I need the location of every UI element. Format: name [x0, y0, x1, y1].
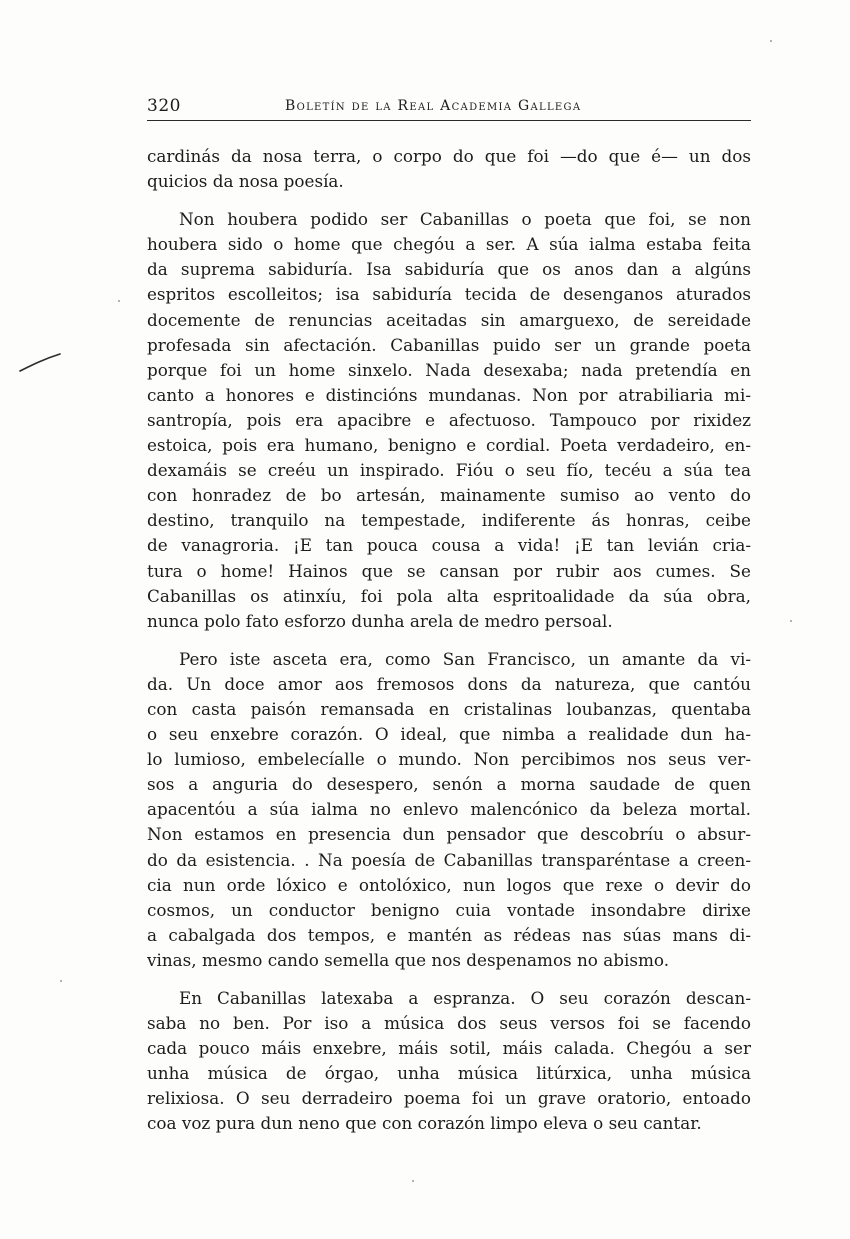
- text-line: canto a honores e distincións mundanas. Non por atrabiliaria mi-: [147, 384, 751, 405]
- text-line: lo lumioso, embelecíalle o mundo. Non percibimos nos seus ver-: [147, 749, 751, 770]
- text-line: En Cabanillas latexaba a espranza. O seu corazón descan-: [179, 988, 751, 1008]
- paragraph: [147, 207, 751, 634]
- text-line: docemente de renuncias aceitadas sin amarguexo, de sereidade: [147, 309, 751, 330]
- text-line: Cabanillas os atinxíu, foi pola alta espritoalidade da súa obra,: [147, 585, 751, 606]
- text-line: houbera sido o home que chegóu a ser. A súa ialma estaba feita: [147, 234, 751, 255]
- header-rule: [147, 120, 751, 121]
- text-line: espritos escolleitos; isa sabiduría tecida de desenganos aturados: [147, 284, 751, 305]
- text-line: relixiosa. O seu derradeiro poema foi un grave oratorio, entoado: [147, 1088, 751, 1109]
- text-line: santropía, pois era apacibre e afectuoso. Tampouco por rixidez: [147, 409, 751, 430]
- paper-speck: [60, 980, 62, 982]
- text-line: quicios da nosa poesía.: [147, 171, 344, 192]
- text-line: de vanagroria. ¡E tan pouca cousa a vida! ¡E tan levián cria-: [147, 535, 751, 556]
- text-line: sos a anguria do desespero, senón a morna saudade de quen: [147, 774, 751, 795]
- text-line: estoica, pois era humano, benigno e cordial. Poeta verdadeiro, en-: [147, 435, 751, 456]
- paragraph: [147, 986, 751, 1137]
- text-line: profesada sin afectación. Cabanillas puido ser un grande poeta: [147, 334, 751, 355]
- paper-speck: [790, 620, 792, 622]
- paragraph: [147, 647, 751, 973]
- text-line: do da esistencia. . Na poesía de Cabanillas transparéntase a creen-: [147, 849, 751, 870]
- body-text: [147, 144, 751, 1137]
- text-line: unha música de órgao, unha música litúrxica, unha música: [147, 1063, 751, 1084]
- text-line: nunca polo fato esforzo dunha arela de medro persoal.: [147, 610, 613, 631]
- paper-speck: [412, 1180, 414, 1182]
- paragraph-gap: [147, 194, 751, 207]
- text-line: Non estamos en presencia dun pensador que descobríu o absur-: [147, 824, 751, 845]
- text-line: Non houbera podido ser Cabanillas o poeta que foi, se non: [179, 209, 751, 230]
- text-line: cardinás da nosa terra, o corpo do que foi —do que é— un dos: [147, 146, 751, 166]
- text-line: a cabalgada dos tempos, e mantén as rédeas nas súas mans di-: [147, 924, 751, 945]
- text-line: Pero iste asceta era, como San Francisco, un amante da vi-: [179, 648, 751, 669]
- text-line: con honradez de bo artesán, mainamente sumiso ao vento do: [147, 485, 751, 506]
- text-line: apacentóu a súa ialma no enlevo malencónico da beleza mortal.: [147, 799, 751, 820]
- paper-speck: [118, 300, 120, 302]
- text-line: cosmos, un conductor benigno cuia vontade insondabre dirixe: [147, 899, 751, 920]
- page-header: [147, 96, 751, 118]
- page-number: 320: [147, 96, 181, 116]
- text-line: cia nun orde lóxico e ontolóxico, nun logos que rexe o devir do: [147, 874, 751, 895]
- text-line: porque foi un home sinxelo. Nada desexaba; nada pretendía en: [147, 359, 751, 380]
- paragraph: [147, 144, 751, 194]
- text-line: cada pouco máis enxebre, máis sotil, máis calada. Chegóu a ser: [147, 1038, 751, 1059]
- paragraph-gap: [147, 973, 751, 986]
- paper-speck: [770, 40, 772, 42]
- text-line: da. Un doce amor aos fremosos dons da natureza, que cantóu: [147, 673, 751, 694]
- margin-pencil-mark: [18, 353, 62, 373]
- text-line: vinas, mesmo cando semella que nos despenamos no abismo.: [147, 949, 670, 970]
- text-line: o seu enxebre corazón. O ideal, que nimba a realidade dun ha-: [147, 724, 751, 745]
- text-line: saba no ben. Por iso a música dos seus versos foi se facendo: [147, 1013, 751, 1034]
- text-line: dexamáis se creéu un inspirado. Fióu o seu fío, tecéu a súa tea: [147, 460, 751, 481]
- running-title: Boletín de la Real Academia Gallega: [285, 98, 582, 114]
- text-line: da suprema sabiduría. Isa sabiduría que os anos dan a algúns: [147, 259, 751, 280]
- paragraph-gap: [147, 634, 751, 647]
- text-line: con casta paisón remansada en cristalinas loubanzas, quentaba: [147, 698, 751, 719]
- text-line: coa voz pura dun neno que con corazón limpo eleva o seu cantar.: [147, 1113, 702, 1134]
- text-line: destino, tranquilo na tempestade, indiferente ás honras, ceibe: [147, 510, 751, 531]
- text-line: tura o home! Hainos que se cansan por rubir aos cumes. Se: [147, 560, 751, 581]
